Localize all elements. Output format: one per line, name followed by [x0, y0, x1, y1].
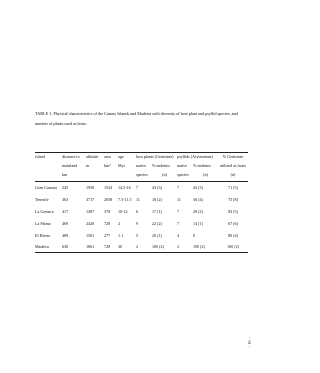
header-cell: (n)	[193, 172, 218, 182]
header-cell: species	[177, 172, 193, 182]
table-cell: 43 (3)	[193, 185, 203, 190]
table-cell: 100 (2)	[152, 242, 177, 252]
header-cell: native	[136, 163, 147, 168]
table-cell: 43 (3)	[152, 185, 162, 190]
header-cell	[35, 163, 62, 172]
header-cell: age	[118, 154, 124, 159]
header-cell	[86, 172, 104, 182]
header-cell	[104, 172, 118, 182]
table-cell: 7	[177, 220, 180, 226]
header-cell: (n)	[152, 172, 177, 182]
table-cell: 14 (1)	[193, 220, 203, 226]
header-cell: species	[136, 172, 152, 182]
table-cell: 30	[118, 242, 136, 252]
table-row	[35, 195, 248, 207]
header-cell: altitude	[86, 154, 99, 159]
header-cell: native	[177, 163, 188, 168]
header-cell: km²	[104, 163, 111, 168]
table-cell: 0	[193, 232, 196, 238]
table-cell: 1534	[104, 185, 113, 190]
header-cell: distance to	[62, 154, 80, 159]
table-cell: 728	[104, 220, 111, 226]
table-cell: 100 (2)	[193, 242, 218, 252]
header-row-2	[35, 163, 248, 172]
header-cell: Myr	[118, 163, 126, 168]
table-caption: TABLE 1. Physical characteristics of the Canary Islands and Madeira with diversity of host plant and psyllid species, and number of plants used as hosts.	[35, 111, 238, 126]
header-cell: % endemic	[152, 163, 171, 168]
header-cell: % Genisteae	[222, 154, 244, 159]
table-cell: 73 (8)	[228, 196, 238, 202]
table-cell: 9	[136, 220, 139, 226]
table-cell: 83 (5)	[228, 208, 238, 214]
island-name-cell: Gran Canaria	[35, 185, 57, 190]
table-cell: 10-12	[118, 208, 128, 214]
table-cell: 7.5-11.5	[118, 196, 132, 202]
header-cell	[118, 172, 136, 182]
table-cell: 2426	[86, 220, 95, 226]
island-name-cell: La Palma	[35, 220, 51, 226]
table-cell: 6	[136, 208, 139, 214]
island-name-cell: Madeira	[35, 242, 62, 252]
header-cell: (n)	[218, 172, 248, 182]
table-cell: 2	[118, 220, 121, 226]
table-cell: 100 (2)	[218, 242, 248, 252]
table-cell: 378	[104, 208, 111, 214]
table-cell: 2	[136, 242, 152, 252]
table-cell: 2058	[104, 196, 113, 202]
table-cell: 417	[62, 208, 69, 214]
table-cell: 1487	[86, 208, 95, 214]
header-cell: psyllids (Arytaininae)	[177, 154, 213, 159]
header-cell: area	[104, 154, 111, 159]
table-row	[35, 231, 248, 243]
header-cell: km	[62, 172, 86, 182]
table-cell: 363	[62, 196, 69, 202]
header-cell: m	[86, 163, 90, 168]
table-cell: 2	[177, 242, 193, 252]
table-cell: 11	[136, 196, 140, 202]
table-cell: 29 (2)	[193, 208, 203, 214]
table-cell: 7	[177, 185, 180, 190]
table-cell: 3717	[86, 196, 95, 202]
island-name-cell: La Gomera	[35, 208, 54, 214]
table-cell: 11	[177, 196, 181, 202]
header-row-3	[35, 172, 248, 182]
table-cell: 17 (1)	[152, 208, 162, 214]
table-cell: 67 (6)	[228, 220, 238, 226]
table-cell: 20 (1)	[152, 232, 162, 238]
table-cell: 4	[177, 232, 180, 238]
header-cell	[35, 172, 62, 182]
table-cell: 71 (5)	[228, 185, 238, 190]
island-name-cell: Tenerife	[35, 196, 49, 202]
table-cell: 728	[104, 242, 118, 252]
header-cell: host plants (Genisteae)	[136, 154, 174, 159]
table-row	[35, 219, 248, 231]
header-row-1	[35, 153, 248, 163]
data-table-wrapper	[35, 152, 248, 253]
table-cell: 14.5-16	[118, 185, 131, 190]
table-cell: 36 (4)	[193, 196, 203, 202]
island-characteristics-table	[35, 153, 248, 253]
table-cell: 630	[62, 242, 86, 252]
table-cell: 469	[62, 220, 69, 226]
page-number: - 18 -	[247, 337, 251, 348]
table-cell: 1950	[86, 185, 95, 190]
header-cell: mainland	[62, 163, 78, 168]
table-cell: 489	[62, 232, 69, 238]
table-cell: 1.1	[118, 232, 124, 238]
table-cell: 7	[177, 208, 180, 214]
table-cell: 277	[104, 232, 111, 238]
island-name-cell: El Hierro	[35, 232, 51, 238]
header-cell: % endemic	[193, 163, 212, 168]
table-cell: 22 (2)	[152, 220, 162, 226]
table-cell: 5	[136, 232, 139, 238]
header-cell: island	[35, 154, 45, 159]
header-cell: utilized as hosts	[219, 163, 247, 168]
table-cell: 245	[62, 185, 69, 190]
table-row	[35, 182, 248, 195]
table-cell: 7	[136, 185, 139, 190]
table-row	[35, 242, 248, 252]
table-cell: 1861	[86, 242, 104, 252]
table-cell: 80 (4)	[228, 232, 238, 238]
table-cell: 1501	[86, 232, 95, 238]
table-row	[35, 207, 248, 219]
table-cell: 18 (2)	[152, 196, 162, 202]
